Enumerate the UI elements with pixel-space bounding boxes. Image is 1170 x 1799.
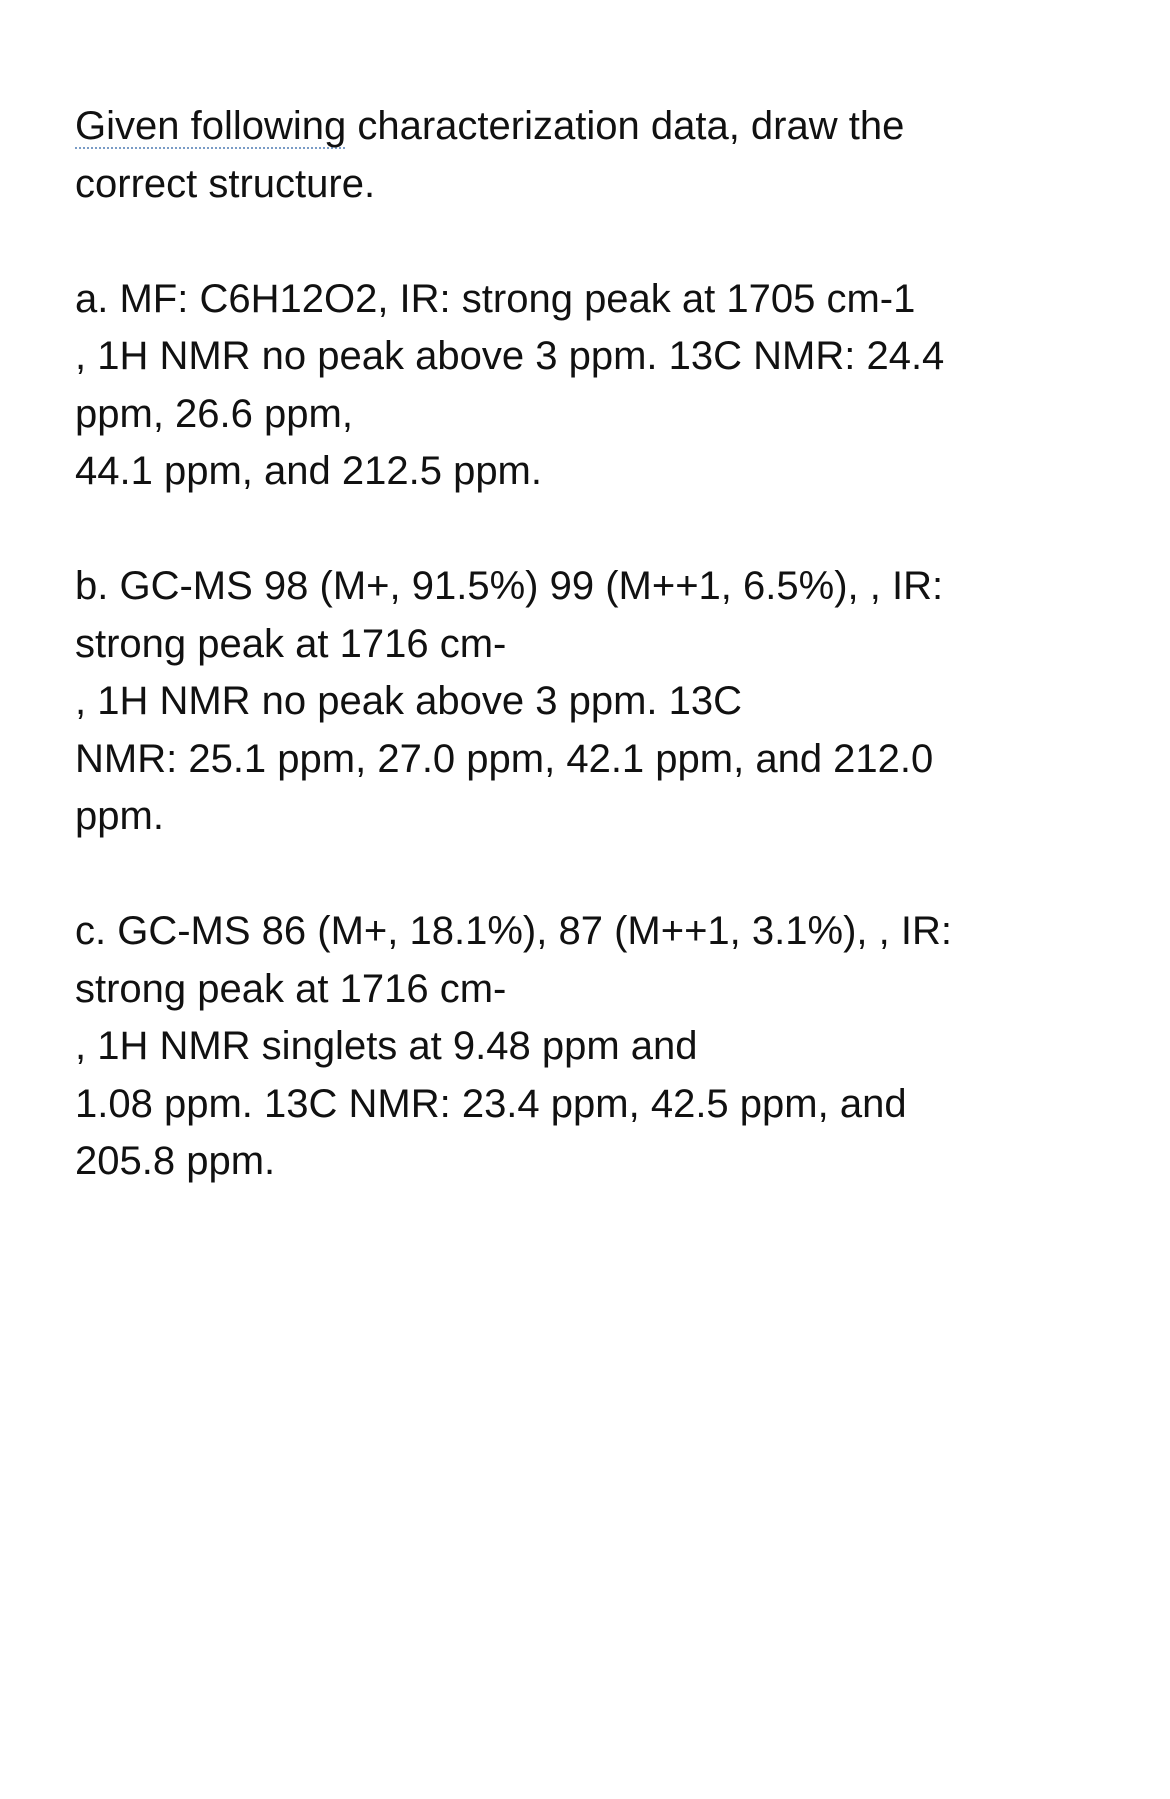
problem-b-line: strong peak at 1716 cm- bbox=[75, 621, 507, 666]
spellcheck-underlined-text: Given following bbox=[75, 104, 347, 148]
problem-a-line: 44.1 ppm, and 212.5 ppm. bbox=[75, 449, 542, 493]
paragraph-gap bbox=[75, 846, 1135, 904]
problem-a bbox=[75, 271, 1135, 501]
problem-c-line: , 1H NMR singlets at 9.48 ppm and bbox=[75, 1024, 698, 1068]
problem-c bbox=[75, 903, 1135, 1191]
intro-line-1 bbox=[75, 98, 1135, 156]
paragraph-gap bbox=[75, 501, 1135, 559]
problem-a-line: ppm, 26.6 ppm, bbox=[75, 391, 353, 436]
intro-text: characterization data, draw the bbox=[346, 104, 905, 148]
problem-a-line: a. MF: C6H12O2, IR: strong peak at 1705 cm-1 bbox=[75, 276, 916, 321]
problem-c-line: 205.8 ppm. bbox=[75, 1139, 276, 1183]
problem-c-line: c. GC-MS 86 (M+, 18.1%), 87 (M++1, 3.1%), , IR: bbox=[75, 909, 952, 953]
problem-c-line: strong peak at 1716 cm- bbox=[75, 966, 507, 1011]
problem-b-line: b. GC-MS 98 (M+, 91.5%) 99 (M++1, 6.5%), , IR: bbox=[75, 564, 944, 608]
problem-b-line: ppm. bbox=[75, 794, 164, 838]
problem-b-line: NMR: 25.1 ppm, 27.0 ppm, 42.1 ppm, and 212.0 bbox=[75, 736, 934, 781]
paragraph-gap bbox=[75, 213, 1135, 271]
problem-a-line: , 1H NMR no peak above 3 ppm. 13C NMR: 24.4 bbox=[75, 334, 945, 378]
problem-b bbox=[75, 558, 1135, 846]
intro-line-2: correct structure. bbox=[75, 161, 376, 206]
problem-c-line: 1.08 ppm. 13C NMR: 23.4 ppm, 42.5 ppm, and bbox=[75, 1081, 907, 1126]
document-body bbox=[75, 98, 1135, 1191]
problem-b-line: , 1H NMR no peak above 3 ppm. 13C bbox=[75, 679, 743, 723]
intro-paragraph bbox=[75, 98, 1135, 213]
